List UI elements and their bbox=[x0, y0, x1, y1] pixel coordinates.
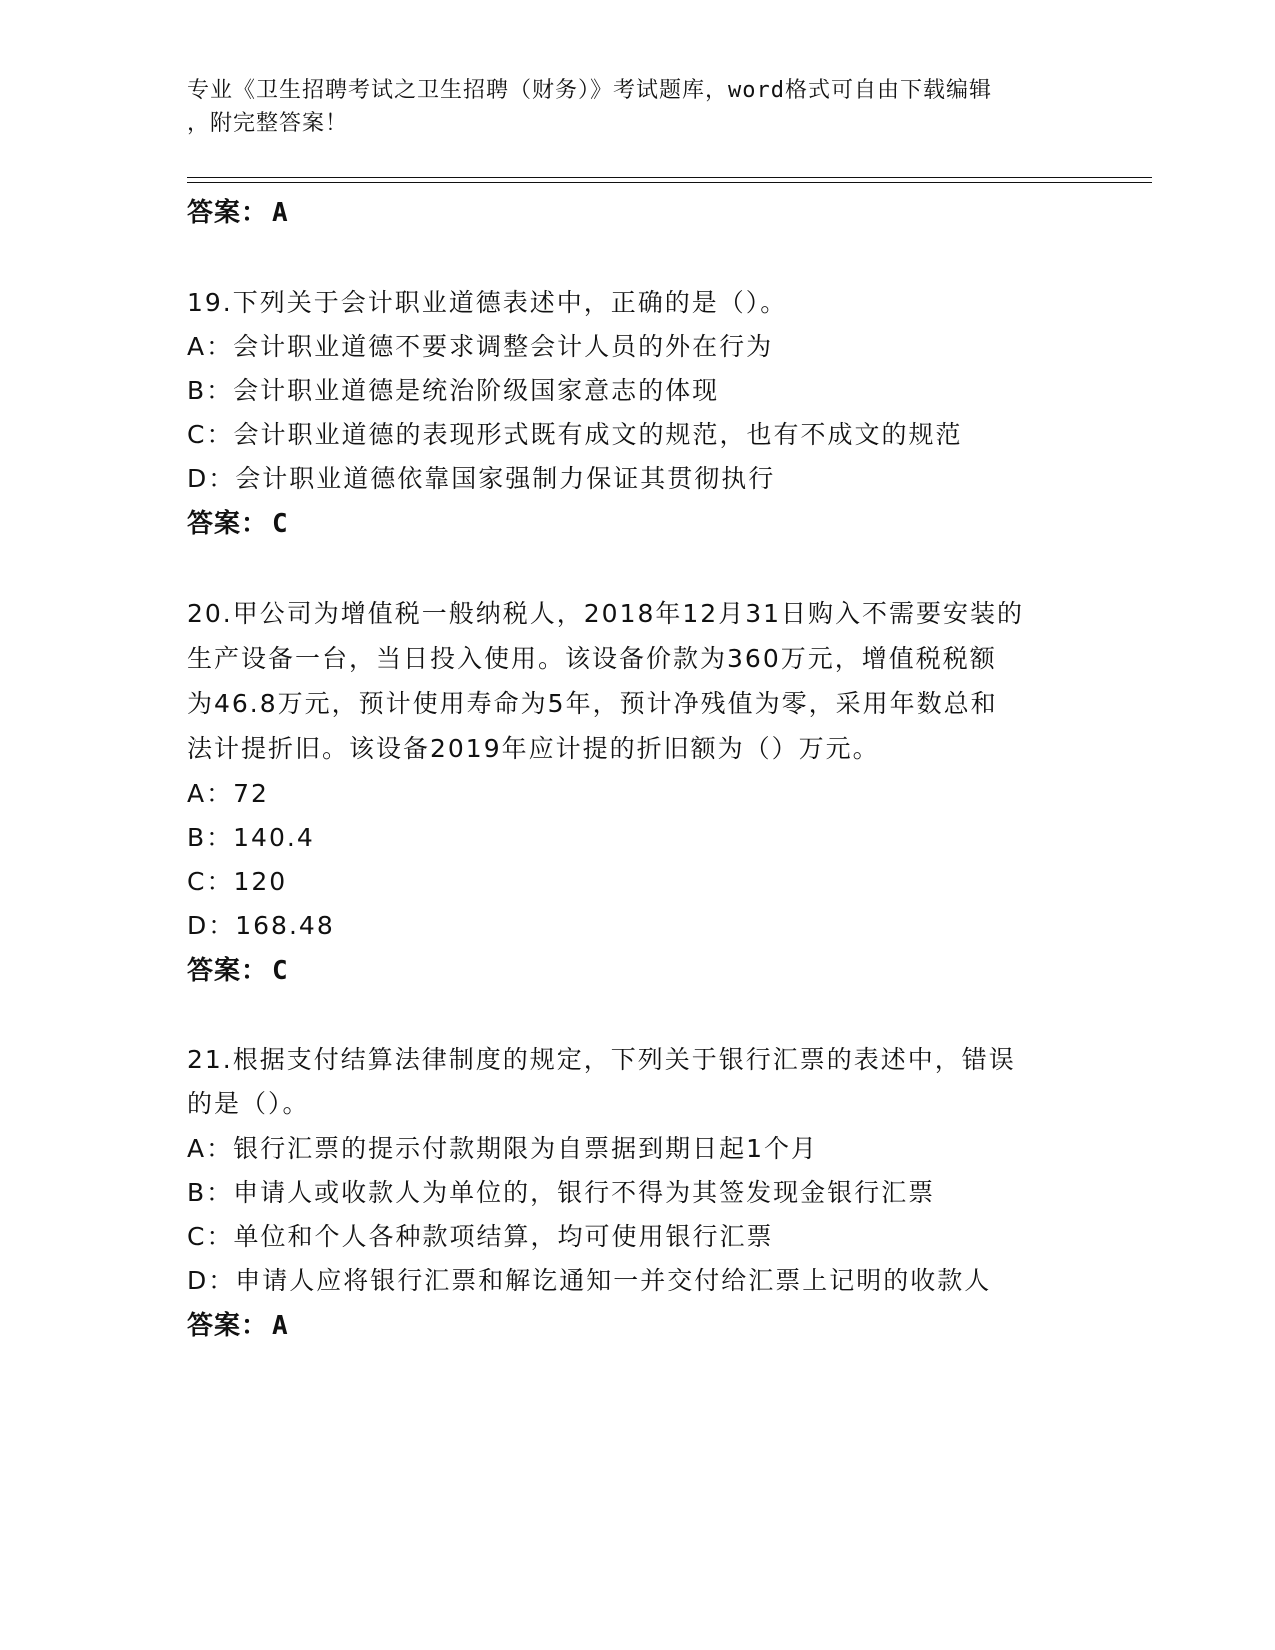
option-b: B：140.4 bbox=[187, 823, 315, 852]
answer-line bbox=[187, 950, 289, 987]
option-c: C：单位和个人各种款项结算，均可使用银行汇票 bbox=[187, 1222, 774, 1251]
answer-value: A bbox=[272, 198, 289, 228]
answer-value: C bbox=[272, 956, 289, 986]
option-a: A：会计职业道德不要求调整会计人员的外在行为 bbox=[187, 332, 774, 361]
question-stem-line: 法计提折旧。该设备2019年应计提的折旧额为（）万元。 bbox=[187, 734, 880, 763]
header-line-1: 专业《卫生招聘考试之卫生招聘（财务）》考试题库，word格式可自由下载编辑 bbox=[187, 78, 992, 103]
answer-line bbox=[187, 192, 289, 229]
option-c: C：120 bbox=[187, 867, 288, 896]
header-line-2: ，附完整答案！ bbox=[187, 111, 349, 136]
answer-label: 答案： bbox=[187, 198, 269, 228]
option-a: A：72 bbox=[187, 779, 269, 808]
option-d: D：168.48 bbox=[187, 911, 335, 940]
option-c: C：会计职业道德的表现形式既有成文的规范，也有不成文的规范 bbox=[187, 420, 963, 449]
answer-label: 答案： bbox=[187, 956, 269, 986]
header-rule-top bbox=[187, 177, 1152, 178]
answer-line bbox=[187, 503, 289, 540]
option-a: A：银行汇票的提示付款期限为自票据到期日起1个月 bbox=[187, 1134, 819, 1163]
option-b: B：会计职业道德是统治阶级国家意志的体现 bbox=[187, 376, 720, 405]
answer-label: 答案： bbox=[187, 1311, 269, 1341]
question-stem-line: 20.甲公司为增值税一般纳税人，2018年12月31日购入不需要安装的 bbox=[187, 599, 1025, 628]
question-stem-line: 21.根据支付结算法律制度的规定，下列关于银行汇票的表述中，错误 bbox=[187, 1045, 1016, 1074]
header-rule-bottom bbox=[187, 182, 1152, 183]
option-d: D：申请人应将银行汇票和解讫通知一并交付给汇票上记明的收款人 bbox=[187, 1266, 992, 1295]
answer-label: 答案： bbox=[187, 509, 269, 539]
option-d: D：会计职业道德依靠国家强制力保证其贯彻执行 bbox=[187, 464, 776, 493]
question-stem-line: 的是（）。 bbox=[187, 1089, 310, 1118]
answer-value: C bbox=[272, 509, 289, 539]
question-stem-line: 生产设备一台，当日投入使用。该设备价款为360万元，增值税税额 bbox=[187, 644, 997, 673]
answer-line bbox=[187, 1305, 289, 1342]
option-b: B：申请人或收款人为单位的，银行不得为其签发现金银行汇票 bbox=[187, 1178, 936, 1207]
document-header bbox=[187, 74, 1087, 140]
question-stem-line: 19.下列关于会计职业道德表述中，正确的是（）。 bbox=[187, 288, 788, 317]
question-stem-line: 为46.8万元，预计使用寿命为5年，预计净残值为零，采用年数总和 bbox=[187, 689, 998, 718]
answer-value: A bbox=[272, 1311, 289, 1341]
